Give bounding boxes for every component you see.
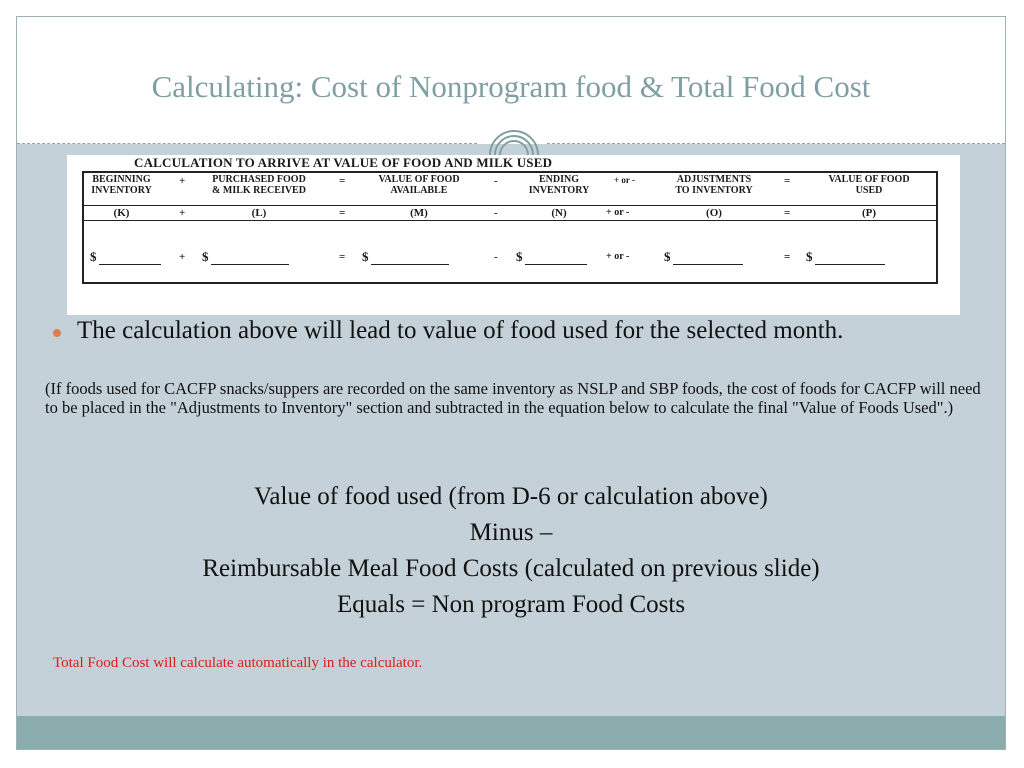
col-code-p: (P) xyxy=(861,207,877,219)
blank-p: $ xyxy=(806,249,885,265)
operator-equals: = xyxy=(339,175,346,187)
form-heading: CALCULATION TO ARRIVE AT VALUE OF FOOD AND MILK USED xyxy=(134,155,553,170)
formula-line-2: Minus – xyxy=(469,519,553,546)
col-code-n: (N) xyxy=(551,207,567,219)
operator-equals: = xyxy=(784,175,791,187)
formula-line-4: Equals = Non program Food Costs xyxy=(336,591,686,618)
blank-k: $ xyxy=(90,249,161,265)
operator-equals: = xyxy=(339,251,346,263)
col-label-purchased-food: PURCHASED FOOD & MILK RECEIVED xyxy=(212,174,306,196)
form-table xyxy=(82,171,938,284)
cacfp-note: (If foods used for CACFP snacks/suppers are recorded on the same inventory as NSLP and SBP foods, the cost of foods for CACFP will need to be placed in the "Adjustments to Inventory" section and subtracted in the equation below to calculate the final "Value of Foods Used".) xyxy=(45,379,981,417)
col-code-o: (O) xyxy=(706,207,722,219)
divider-left xyxy=(17,143,477,144)
formula-line-3: Reimbursable Meal Food Costs (calculated on previous slide) xyxy=(202,555,820,582)
blank-o: $ xyxy=(664,249,743,265)
operator-minus: - xyxy=(494,207,498,219)
operator-minus: - xyxy=(494,251,498,263)
operator-equals: = xyxy=(339,207,346,219)
col-code-l: (L) xyxy=(251,207,267,219)
col-label-value-available: VALUE OF FOOD AVAILABLE xyxy=(378,174,460,196)
col-label-beginning-inventory: BEGINNING INVENTORY xyxy=(91,174,152,196)
formula-block xyxy=(17,479,1005,623)
bullet-text: The calculation above will lead to value of food used for the selected month. xyxy=(77,317,844,344)
blank-n: $ xyxy=(516,249,587,265)
arc-decoration-icon xyxy=(484,115,544,155)
col-code-m: (M) xyxy=(410,207,428,219)
divider-right xyxy=(547,143,1005,144)
footer-bar xyxy=(17,716,1005,750)
form-divider xyxy=(84,220,936,221)
operator-plus-or-minus: + or - xyxy=(606,207,630,218)
blank-m: $ xyxy=(362,249,449,265)
col-label-value-used: VALUE OF FOOD USED xyxy=(828,174,910,196)
col-label-ending-inventory: ENDING INVENTORY xyxy=(528,174,590,196)
bullet-dot-icon xyxy=(53,329,61,337)
operator-plus: + xyxy=(179,207,186,219)
col-label-adjustments: ADJUSTMENTS TO INVENTORY xyxy=(675,174,753,196)
operator-plus: + xyxy=(179,175,186,187)
slide xyxy=(16,16,1006,750)
calculation-form-image xyxy=(67,155,960,315)
operator-plus-or-minus: + or - xyxy=(614,175,635,185)
form-divider xyxy=(84,205,936,206)
calculator-note: Total Food Cost will calculate automatically in the calculator. xyxy=(53,655,423,671)
operator-minus: - xyxy=(494,175,498,187)
formula-line-1: Value of food used (from D-6 or calculation above) xyxy=(254,483,768,510)
operator-plus-or-minus: + or - xyxy=(606,251,630,262)
operator-equals: = xyxy=(784,207,791,219)
slide-title: Calculating: Cost of Nonprogram food & Total Food Cost xyxy=(151,69,871,104)
operator-equals: = xyxy=(784,251,791,263)
operator-plus: + xyxy=(179,251,186,263)
col-code-k: (K) xyxy=(113,207,130,219)
blank-l: $ xyxy=(202,249,289,265)
